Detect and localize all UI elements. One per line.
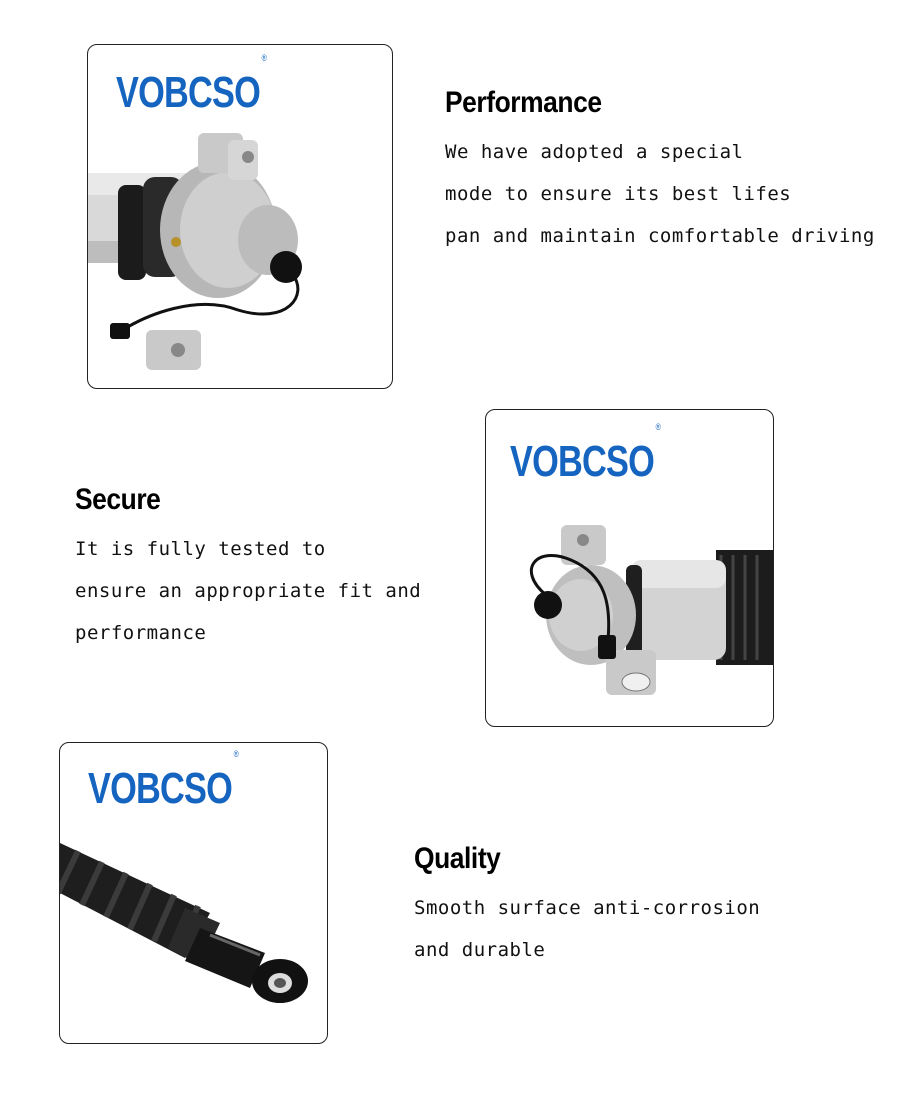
section-text-line: It is fully tested to [75,538,326,560]
brand-logo: VOBCSO® [88,749,239,813]
air-suspension-strut-image [88,45,392,388]
section-title-quality: Quality [414,842,501,875]
section-title-performance: Performance [445,86,602,119]
section-title-secure: Secure [75,483,161,516]
section-text-line: mode to ensure its best lifes [445,183,792,205]
section-text-line: ensure an appropriate fit and [75,580,422,602]
section-text-line: performance [75,622,207,644]
shock-absorber-image [60,743,327,1043]
product-image-card-3 [59,742,328,1044]
section-text-line: pan and maintain comfortable driving [445,225,875,247]
product-image-card-1 [87,44,393,389]
brand-logo: VOBCSO® [510,422,661,486]
section-text-line: and durable [414,939,546,961]
section-text-line: We have adopted a special [445,141,744,163]
air-suspension-strut-image [486,410,773,726]
brand-logo: VOBCSO® [116,53,267,117]
product-image-card-2 [485,409,774,727]
section-text-line: Smooth surface anti-corrosion [414,897,761,919]
